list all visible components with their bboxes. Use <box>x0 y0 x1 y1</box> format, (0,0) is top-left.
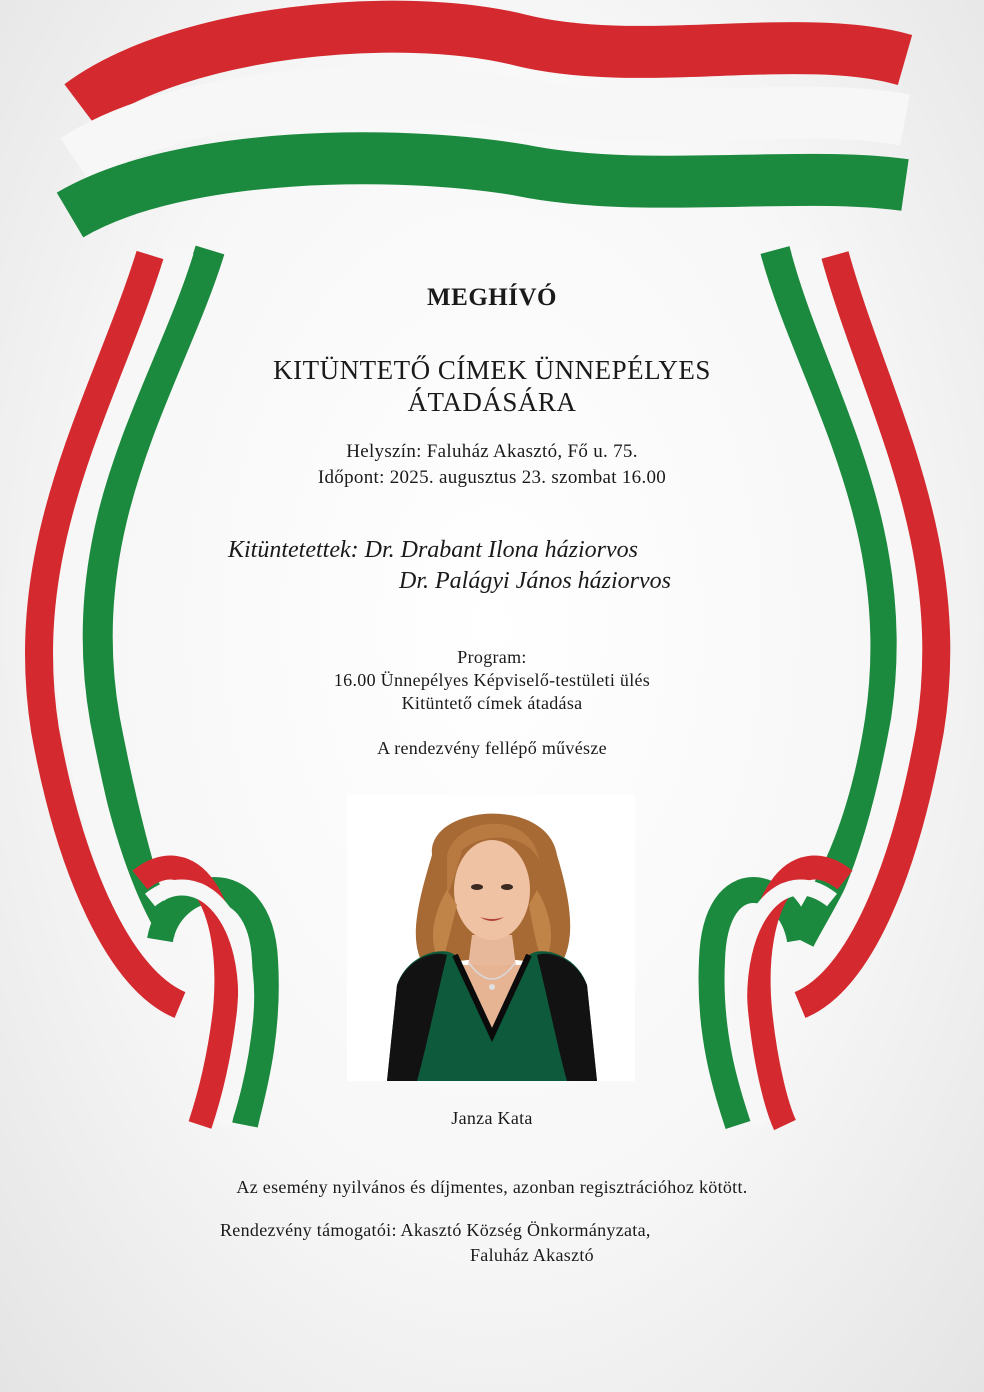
program-item-2: Kitüntető címek átadása <box>401 693 583 713</box>
event-location: Helyszín: Faluház Akasztó, Fő u. 75. <box>346 441 638 462</box>
sponsors-line1: Rendezvény támogatói: Akasztó Község Önkormányzata, <box>220 1220 651 1240</box>
invitation-subtitle-line1: KITÜNTETŐ CÍMEK ÜNNEPÉLYES <box>273 355 711 385</box>
honorees-line2: Dr. Palágyi János háziorvos <box>399 568 671 594</box>
invitation-subtitle-line2: ÁTADÁSÁRA <box>407 387 577 417</box>
ribbon-top-green-stripe <box>70 158 905 215</box>
performer-photo <box>347 795 635 1081</box>
invitation-title: MEGHÍVÓ <box>427 284 557 311</box>
event-time: Időpont: 2025. augusztus 23. szombat 16.00 <box>317 467 667 488</box>
performer-name: Janza Kata <box>451 1108 533 1128</box>
program-heading: Program: <box>457 647 527 667</box>
sponsors-line2: Faluház Akasztó <box>470 1245 594 1265</box>
honorees-line1: Kitüntetettek: Dr. Drabant Ilona háziorvos <box>228 537 638 563</box>
program-item-1: 16.00 Ünnepélyes Képviselő-testületi ülés <box>333 670 651 690</box>
performer-intro: A rendezvény fellépő művésze <box>377 738 607 758</box>
event-notice: Az esemény nyilvános és díjmentes, azonban regisztrációhoz kötött. <box>236 1177 748 1197</box>
